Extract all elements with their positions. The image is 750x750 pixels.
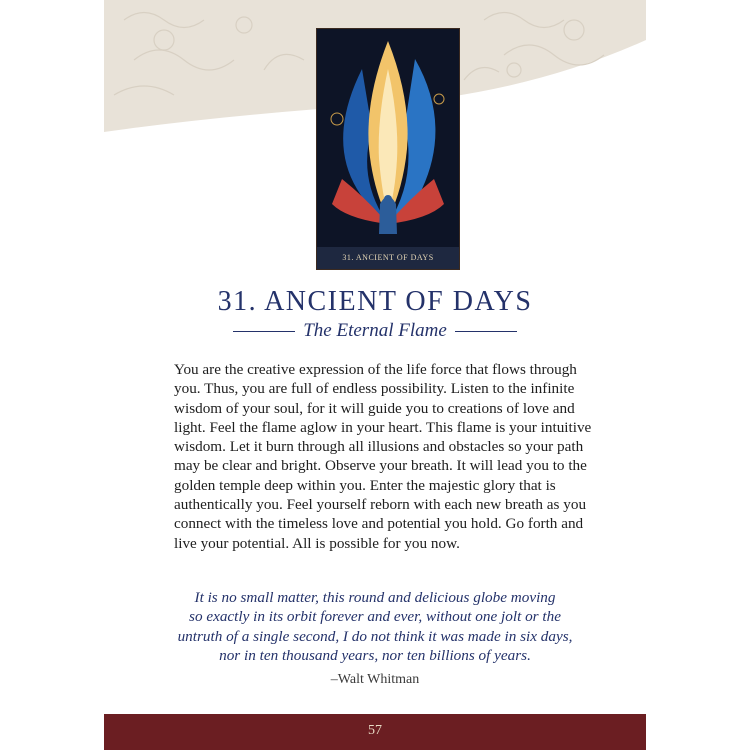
quote-line-3: untruth of a single second, I do not think it was made in six days, xyxy=(177,627,573,645)
page-number: 57 xyxy=(368,723,382,738)
card-caption: 31. ANCIENT OF DAYS xyxy=(317,247,459,269)
quote-line-1: It is no small matter, this round and delicious globe moving xyxy=(194,589,556,606)
subtitle-rule-right xyxy=(455,331,517,332)
tarot-card-image xyxy=(316,28,460,270)
quote-block xyxy=(144,588,606,665)
quote-line-2: so exactly in its orbit forever and ever, without one jolt or the xyxy=(189,608,561,626)
subtitle-row xyxy=(104,320,646,342)
quote-attribution: –Walt Whitman xyxy=(330,672,420,687)
page-title: 31. ANCIENT OF DAYS xyxy=(217,286,533,317)
quote-line-4: nor in ten thousand years, nor ten billions of years. xyxy=(219,646,531,664)
page-footer xyxy=(104,714,646,750)
book-page xyxy=(104,0,646,750)
subtitle-rule-left xyxy=(233,331,295,332)
flame-artwork xyxy=(317,29,459,247)
body-paragraph: You are the creative expression of the life force that flows through you. Thus, you are full of endless possibility. Listen to the infinite wisdom of your soul, for it will guide you to creations of love and light. Feel the flame aglow in your heart. This flame is your intuitive wisdom. Let it burn through all illusions and obstacles so your path may be clear and bright. Observe your breath. It will lead you to the golden temple deep within you. Enter the majestic glory that is authentically you. Feel yourself reborn with each new breath as you connect with the timeless love and potential you hold. Go forth and live your potential. All is possible for you now. xyxy=(174,361,592,552)
page-subtitle: The Eternal Flame xyxy=(303,320,447,341)
